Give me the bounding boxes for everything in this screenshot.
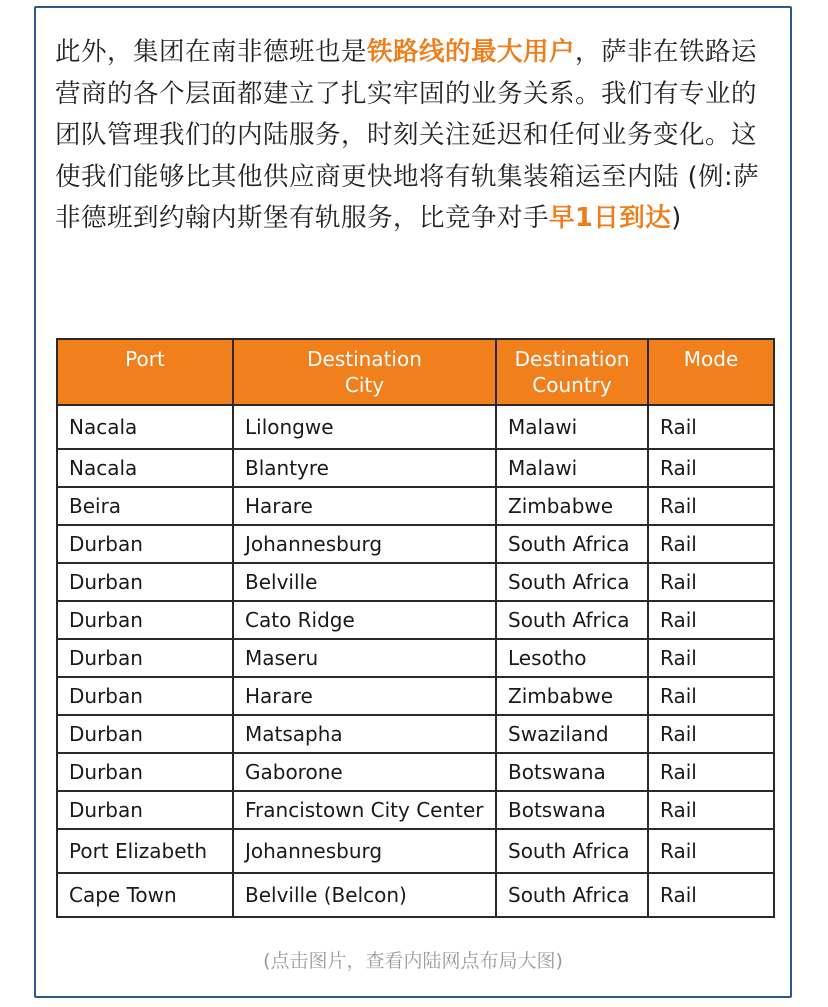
cell-country: Malawi bbox=[496, 449, 648, 487]
cell-mode: Rail bbox=[648, 601, 774, 639]
table-row bbox=[57, 639, 774, 677]
cell-port: Port Elizabeth bbox=[57, 829, 233, 873]
cell-country: Lesotho bbox=[496, 639, 648, 677]
cell-port: Durban bbox=[57, 563, 233, 601]
table-row bbox=[57, 525, 774, 563]
table-row bbox=[57, 405, 774, 449]
table-row bbox=[57, 829, 774, 873]
table-body bbox=[57, 405, 774, 917]
header-destination-country: Destination Country bbox=[496, 339, 648, 405]
cell-country: South Africa bbox=[496, 829, 648, 873]
cell-country: Botswana bbox=[496, 791, 648, 829]
cell-port: Beira bbox=[57, 487, 233, 525]
cell-port: Nacala bbox=[57, 449, 233, 487]
view-map-caption[interactable]: (点击图片，查看内陆网点布局大图) bbox=[263, 950, 563, 972]
intro-text-3: ) bbox=[671, 203, 682, 233]
intro-paragraph bbox=[55, 32, 775, 240]
header-port: Port bbox=[57, 339, 233, 405]
table-row bbox=[57, 449, 774, 487]
cell-mode: Rail bbox=[648, 715, 774, 753]
table-row bbox=[57, 563, 774, 601]
cell-mode: Rail bbox=[648, 405, 774, 449]
cell-country: South Africa bbox=[496, 873, 648, 917]
header-destination-city: Destination City bbox=[233, 339, 496, 405]
cell-city: Blantyre bbox=[233, 449, 496, 487]
table-header bbox=[57, 339, 774, 405]
cell-city: Francistown City Center bbox=[233, 791, 496, 829]
cell-mode: Rail bbox=[648, 639, 774, 677]
cell-mode: Rail bbox=[648, 525, 774, 563]
table-row bbox=[57, 873, 774, 917]
cell-city: Maseru bbox=[233, 639, 496, 677]
cell-port: Durban bbox=[57, 715, 233, 753]
cell-mode: Rail bbox=[648, 487, 774, 525]
cell-country: South Africa bbox=[496, 525, 648, 563]
cell-city: Belville bbox=[233, 563, 496, 601]
cell-port: Durban bbox=[57, 525, 233, 563]
cell-mode: Rail bbox=[648, 449, 774, 487]
cell-port: Durban bbox=[57, 601, 233, 639]
cell-mode: Rail bbox=[648, 829, 774, 873]
cell-city: Belville (Belcon) bbox=[233, 873, 496, 917]
table-row bbox=[57, 791, 774, 829]
cell-port: Nacala bbox=[57, 405, 233, 449]
cell-port: Durban bbox=[57, 639, 233, 677]
cell-city: Matsapha bbox=[233, 715, 496, 753]
table-row bbox=[57, 677, 774, 715]
header-mode: Mode bbox=[648, 339, 774, 405]
highlight-one-day-earlier: 早1日到达 bbox=[549, 203, 672, 233]
cell-port: Durban bbox=[57, 753, 233, 791]
table-row bbox=[57, 715, 774, 753]
cell-country: Swaziland bbox=[496, 715, 648, 753]
cell-country: Botswana bbox=[496, 753, 648, 791]
intro-text-2: ，萨非在铁路运营商的各个层面都建立了扎实牢固的业务关系。我们有专业的团队管理我们的内陆服务，时刻关注延迟和任何业务变化。这使我们能够比其他供应商更快地将有轨集装箱运至内陆 (例:萨非德班到约翰内斯堡有轨服务，比竞争对手 bbox=[55, 37, 760, 233]
cell-mode: Rail bbox=[648, 873, 774, 917]
cell-city: Johannesburg bbox=[233, 525, 496, 563]
cell-city: Lilongwe bbox=[233, 405, 496, 449]
cell-country: South Africa bbox=[496, 563, 648, 601]
cell-city: Johannesburg bbox=[233, 829, 496, 873]
intro-text-1: 此外，集团在南非德班也是 bbox=[55, 37, 368, 67]
cell-mode: Rail bbox=[648, 677, 774, 715]
cell-country: Malawi bbox=[496, 405, 648, 449]
inland-rail-table bbox=[56, 338, 775, 918]
table-row bbox=[57, 753, 774, 791]
cell-city: Gaborone bbox=[233, 753, 496, 791]
table-row bbox=[57, 487, 774, 525]
cell-city: Harare bbox=[233, 677, 496, 715]
cell-country: Zimbabwe bbox=[496, 677, 648, 715]
cell-mode: Rail bbox=[648, 563, 774, 601]
cell-mode: Rail bbox=[648, 753, 774, 791]
cell-country: Zimbabwe bbox=[496, 487, 648, 525]
cell-mode: Rail bbox=[648, 791, 774, 829]
cell-city: Cato Ridge bbox=[233, 601, 496, 639]
content-card bbox=[34, 6, 792, 998]
cell-country: South Africa bbox=[496, 601, 648, 639]
cell-city: Harare bbox=[233, 487, 496, 525]
cell-port: Durban bbox=[57, 677, 233, 715]
cell-port: Cape Town bbox=[57, 873, 233, 917]
cell-port: Durban bbox=[57, 791, 233, 829]
highlight-largest-rail-user: 铁路线的最大用户 bbox=[367, 37, 576, 67]
table-row bbox=[57, 601, 774, 639]
